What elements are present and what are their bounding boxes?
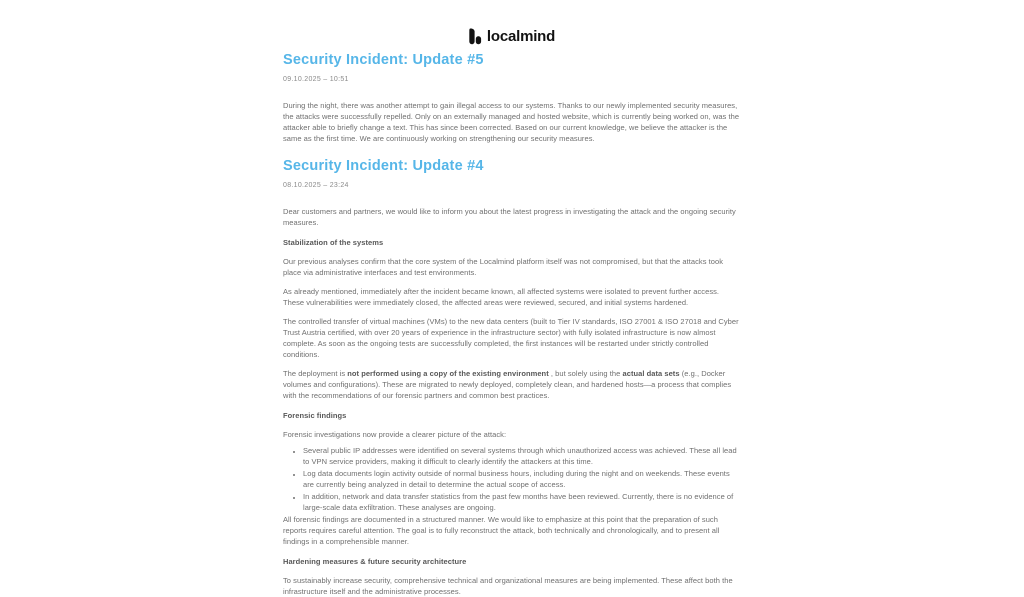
paragraph — [283, 429, 741, 440]
list-item: • In addition, network and data transfer statistics from the past few months have been reviewed. Currently, there is no evidence of large-scale data exfiltration. These analyses are ongoing. — [303, 491, 741, 513]
posts — [283, 52, 741, 597]
logo-wordmark: localmind — [486, 28, 556, 45]
section-subheading: Stabilization of the systems — [283, 238, 384, 247]
text: Our previous analyses confirm that the core system of the Localmind platform itself was not compromised, but that the attacks took place via administrative interfaces and test environments. — [283, 257, 724, 277]
section-subheading: Forensic findings — [283, 411, 347, 420]
paragraph — [283, 575, 741, 597]
paragraph — [283, 316, 741, 360]
text: Forensic investigations now provide a clearer picture of the attack: — [283, 430, 507, 439]
text: The deployment is — [283, 369, 348, 378]
paragraph — [283, 286, 741, 308]
text: During the night, there was another attempt to gain illegal access to our systems. Thanks to our newly implemented security measures, the attacks were successfully repelled. Only on an externally managed and hosted website, which is currently being worked on, was the attacker able to briefly change a text. This has since been corrected. Based on our current knowledge, we believe the attacker is the same as the first time. We are continuously working on strengthening our security measures. — [283, 101, 740, 143]
bold-text: not performed using a copy of the existing environment — [347, 369, 549, 378]
bullet-list — [283, 445, 741, 513]
localmind-mark-icon — [469, 28, 482, 45]
post-date: 09.10.2025 – 10:51 — [283, 76, 349, 83]
section-subheading: Hardening measures & future security architecture — [283, 557, 467, 566]
paragraph — [283, 206, 741, 228]
paragraph — [283, 256, 741, 278]
text: Dear customers and partners, we would like to inform you about the latest progress in investigating the attack and the ongoing security measures. — [283, 207, 736, 227]
paragraph — [283, 100, 741, 144]
post-date: 08.10.2025 – 23:24 — [283, 182, 349, 189]
paragraph — [283, 368, 741, 401]
text: To sustainably increase security, comprehensive technical and organizational measures are being implemented. These affect both the infrastructure itself and the administrative processes. — [283, 576, 733, 596]
text: The controlled transfer of virtual machines (VMs) to the new data centers (built to Tier IV standards, ISO 27001 & ISO 27018 and Cyber Trust Austria certified, with over 20 years of experience in the infrastructure sector) with fully isolated infrastructure is now almost complete. As soon as the ongoing tests are successfully completed, the first instances will be restarted under strictly controlled conditions. — [283, 317, 739, 359]
paragraph — [283, 514, 741, 547]
list-item: • Several public IP addresses were identified on several systems through which unauthorized access was achieved. These all lead to VPN service providers, making it difficult to clearly identify the attackers at this time. — [303, 445, 741, 467]
text: , but solely using the — [548, 369, 623, 378]
list-item: • Log data documents login activity outside of normal business hours, including during the night and on weekends. These events are currently being analyzed in detail to determine the actual scope of access. — [303, 468, 741, 490]
text: (e.g., Docker volumes and configurations). These are migrated to newly deployed, completely clean, and hardened hosts—a process that complies with the recommendations of our forensic partners and common best practices. — [283, 369, 732, 400]
post-title: Security Incident: Update #5 — [283, 52, 484, 68]
post — [283, 52, 741, 144]
site-header — [0, 27, 1024, 46]
post-title: Security Incident: Update #4 — [283, 158, 484, 174]
text: As already mentioned, immediately after the incident became known, all affected systems were isolated to prevent further access. These vulnerabilities were immediately closed, the affected areas were reviewed, secured, and initial systems hardened. — [283, 287, 720, 307]
text: All forensic findings are documented in a structured manner. We would like to emphasize at this point that the preparation of such reports requires careful attention. The goal is to fully reconstruct the attack, both technically and chronologically, and to present all findings in a comprehensible manner. — [283, 515, 720, 546]
post — [283, 158, 741, 597]
bold-text: actual data sets — [622, 369, 680, 378]
